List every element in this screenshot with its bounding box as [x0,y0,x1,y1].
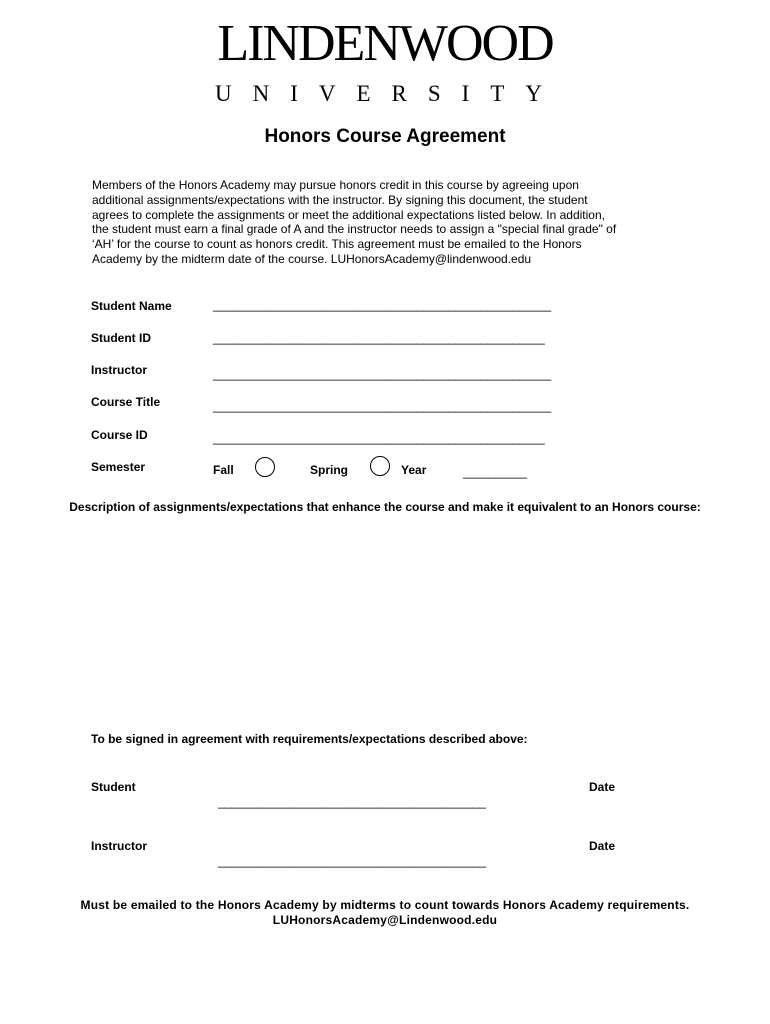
footer-notice: Must be emailed to the Honors Academy by midterms to count towards Honors Academy requirements. [80,898,690,912]
spring-radio[interactable] [370,456,390,476]
instructor-date-label: Date [589,839,616,853]
university-logo-wordmark: LINDENWOOD [217,15,553,72]
course-title-label: Course Title [91,395,161,409]
student-name-label: Student Name [91,299,172,313]
instructor-signature-field[interactable]: __________________________________________ [218,854,486,868]
instructor-label: Instructor [91,363,148,377]
intro-paragraph [92,178,652,267]
student-id-field[interactable]: ____________________________________________________ [213,331,545,345]
intro-line: the student must earn a final grade of A and the instructor needs to assign a "special final grade" of [92,222,617,237]
intro-line: Academy by the midterm date of the course. LUHonorsAcademy@lindenwood.edu [92,251,532,266]
course-id-label: Course ID [91,428,148,442]
fall-radio[interactable] [255,457,275,477]
student-date-label: Date [589,780,616,794]
student-id-label: Student ID [91,331,151,345]
instructor-signature-label: Instructor [91,839,148,853]
semester-option-fall-label: Fall [213,463,234,477]
intro-line: Members of the Honors Academy may pursue honors credit in this course by agreeing upon [92,178,579,192]
semester-option-spring-label: Spring [310,463,348,477]
year-label: Year [401,463,427,477]
student-signature-label: Student [91,780,136,794]
page-title: Honors Course Agreement [264,126,506,147]
year-field[interactable]: __________ [463,465,527,479]
footer-email: LUHonorsAcademy@Lindenwood.edu [272,913,498,927]
course-id-field[interactable]: ____________________________________________________ [213,431,545,445]
intro-line: agrees to complete the assignments or meet the additional expectations listed below. In addition, [92,207,605,222]
student-signature-field[interactable]: __________________________________________ [218,795,486,809]
instructor-field[interactable]: _____________________________________________________ [213,367,551,381]
intro-line: additional assignments/expectations with the instructor. By signing this document, the student [92,192,588,207]
student-name-field[interactable]: _____________________________________________________ [213,298,551,312]
university-logo-subtitle: UNIVERSITY [215,81,563,106]
description-heading: Description of assignments/expectations that enhance the course and make it equivalent to an Honors course: [69,500,701,514]
course-title-field[interactable]: _____________________________________________________ [213,399,551,413]
semester-label: Semester [91,460,146,474]
intro-line: ‘AH’ for the course to count as honors credit. This agreement must be emailed to the Honors [92,237,582,252]
signature-heading: To be signed in agreement with requirements/expectations described above: [91,732,528,746]
